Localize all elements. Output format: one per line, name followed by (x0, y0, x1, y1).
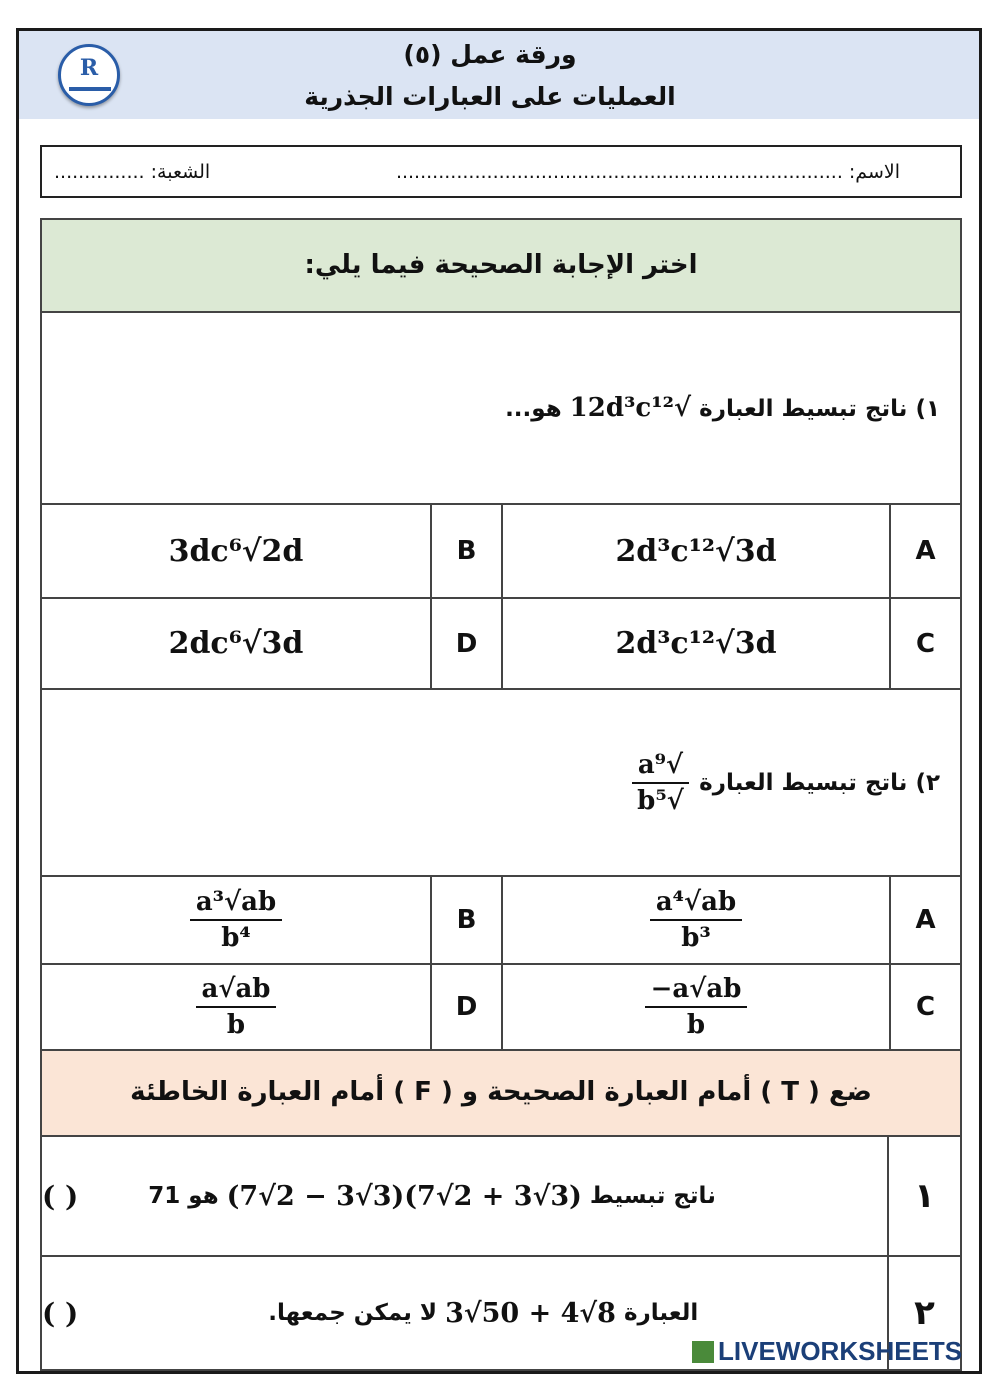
q2-options-row-1 (42, 877, 960, 965)
q2-option-C[interactable]: $\frac{-a√ab}{b}$ (501, 965, 889, 1049)
logo-letter: R (79, 55, 99, 81)
name-field[interactable]: الاسم: .......................................................................... (395, 161, 900, 183)
tf-2-text: العبارة 3√50 + 4√8 لا يمكن جمعها. ( ) (42, 1257, 889, 1369)
section1-header (42, 220, 960, 313)
question-1-text: ١) ناتج تبسيط العبارة √12d³c¹² هو... (505, 393, 940, 423)
worksheet-table (40, 218, 962, 1371)
worksheet-subtitle: العمليات على العبارات الجذرية (304, 82, 676, 111)
tf-1-text: ناتج تبسيط (7√2 − 3√3)(7√2 + 3√3) هو 71 ( ) (42, 1137, 889, 1255)
question-2 (42, 690, 960, 877)
liveworksheets-logo-icon (692, 1341, 714, 1363)
q1-label-B: B (430, 505, 501, 597)
q2-label-A: A (889, 877, 960, 963)
school-logo (58, 44, 120, 106)
section1-title: اختر الإجابة الصحيحة فيما يلي: (304, 250, 698, 280)
q2-option-D[interactable]: $\frac{a√ab}{b}$ (42, 965, 430, 1049)
logo-bar (69, 87, 111, 91)
tf-2-answer-blank[interactable]: ( ) (42, 1296, 79, 1330)
q1-option-D[interactable]: 2dc⁶√3d (168, 626, 304, 661)
section2-header (42, 1051, 960, 1137)
q1-options-row-1 (42, 505, 960, 599)
q1-label-C: C (889, 599, 960, 688)
tf-statement-1 (42, 1137, 960, 1257)
question-2-text: ٢) ناتج تبسيط العبارة $\frac{\text{√a⁹}}{\text{√b⁵}}$ (632, 750, 940, 816)
tf-1-number: ١ (914, 1176, 935, 1216)
section2-title: ضع ( T ) أمام العبارة الصحيحة و ( F ) أمام العبارة الخاطئة (130, 1077, 872, 1107)
question-1 (42, 313, 960, 505)
q1-option-B[interactable]: 3dc⁶√2d (168, 533, 304, 569)
q2-options-row-2 (42, 965, 960, 1051)
q2-label-C: C (889, 965, 960, 1049)
tf-2-expression: 3√50 + 4√8 (445, 1297, 616, 1329)
liveworksheets-watermark: LIVEWORKSHEETS (692, 1336, 962, 1367)
tf-1-answer-blank[interactable]: ( ) (42, 1179, 79, 1213)
q1-label-A: A (889, 505, 960, 597)
q2-label-D: D (430, 965, 501, 1049)
student-info-box (40, 145, 962, 198)
tf-2-number: ٢ (914, 1293, 935, 1333)
q2-label-B: B (430, 877, 501, 963)
q1-label-D: D (430, 599, 501, 688)
worksheet-title: ورقة عمل (٥) (403, 40, 577, 69)
q1-options-row-2 (42, 599, 960, 690)
tf-1-expression: (7√2 − 3√3)(7√2 + 3√3) (226, 1180, 582, 1212)
section-field[interactable]: الشعبة: ............... (54, 161, 211, 183)
q2-option-A[interactable]: $\frac{\text{a⁴√ab}}{\text{b³}}$ (501, 877, 889, 963)
q1-option-C[interactable]: 2d³c¹²√3d (501, 599, 889, 688)
question-1-expression: √12d³c¹² (569, 393, 692, 423)
q2-option-B[interactable]: $\frac{\text{a³√ab}}{\text{b⁴}}$ (42, 877, 430, 963)
question-2-fraction: $\frac{\text{√a⁹}}{\text{√b⁵}}$ (632, 750, 689, 816)
q1-option-A[interactable]: 2d³c¹²√3d (501, 505, 889, 597)
